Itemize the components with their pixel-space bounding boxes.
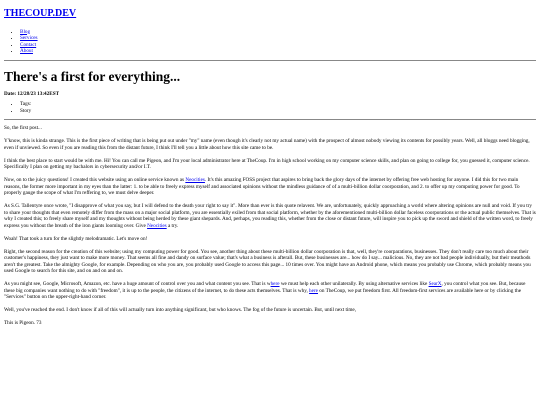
header-divider	[4, 60, 536, 61]
paragraph-8: Well, you've reached the end. I don't know if all of this will actually turn into anything significant, but who knows. The fog of the future is uncertain. But, until next time,	[4, 307, 357, 314]
tags-label: • Tags:	[20, 101, 536, 108]
post-title: There's a first for everything...	[4, 68, 181, 84]
neocities-link[interactable]: Neocities	[147, 222, 167, 229]
nav-link-blog[interactable]: Blog	[20, 28, 31, 35]
main-nav	[4, 29, 536, 55]
paragraph-2: I think the best place to start would be with me. Hi! You can call me Pigeon, and I'm your local administrator here at TheCoup. I'm in high school working on my computer science skills, and plan on going to college for, you guessed it, computer science. Specifically I plan on getting my bachalors in cybersecurity and/or I.T.	[4, 157, 530, 171]
paragraph-sign-off: This is Pigeon. 73	[4, 320, 42, 327]
nav-link-services[interactable]: Services	[20, 35, 38, 41]
searx-link[interactable]: SearX	[428, 281, 442, 288]
paragraph-4: As S.G. Tallentyre once wrote, "I disapprove of what you say, but I will defend to the death your right to say it". More than ever is this quote relavent. We are, unfortunately, quickly approaching a world where altering opinions are null and void. If you try to share your thoughts that even remotely differ from the mass on a major social platform, you are essentially exiled from that social platform, whether by the aforementioned multi-billion dollar faceless coorporations or the actual public themselves. That is why I created this; to freely share myself and my thoughts without being herded by these giant shepards. And, perhaps, you reading this, whether from the close or distant future, will inspire you to pick up the sword and shield of the written word, to freely express you without the breath of the iron giants looming over. Give Neocities a try.	[4, 203, 536, 229]
paragraph-5: Woah! That took a turn for the slightly melodramatic. Let's move on!	[4, 235, 148, 242]
paragraph-3: Now, on to the juicy questions! I created this website using an online service known as Neocities. It's this amazing FOSS project that aspires to bring back the glory days of the internet by offering free web hosting for anyone. I did this for two main reasons, the former more important in my eyes than the latter: 1. to be able to freely express myself and associated opinions without the mindless guidance of of a multi-billion dollar coorporation, and 2. to offer up my computing power for good. To properly gauge the scope of what I'm reffering to, we must delve deeper.	[4, 177, 520, 197]
here-link[interactable]: here	[309, 287, 318, 294]
meta-divider	[4, 119, 536, 120]
site-title-link[interactable]: THECOUP.DEV	[4, 8, 77, 19]
paragraph-6: Right, the second reason for the creation of this website; using my computing power for good. You see, another thing about these multi-billion dollar coorporation is that, well, they're coorparations, businesses. They don't really care too much about their customer's happiness, they just want to make more money. That seems all fine and dandy on surface value; that's what a business is afterall. But, these businesses are... how do I say... malicious. No, they are not bad people individually, but their meathods aren't the greatest. Take the almighty Google, for example. Depending on who you are, you probably used Google to access this page... 10 times over. You might have an Android phone, which means you probably use Chrome, which probably means you used Google to search for this site, and on and on and on.	[4, 248, 531, 275]
nav-link-contact[interactable]: Contact	[20, 41, 37, 48]
post-date: Date: 12/28/23 13:42EST	[4, 90, 60, 97]
nav-item-about	[20, 48, 536, 55]
neocities-link[interactable]: Neocities	[185, 177, 205, 184]
paragraph-1: Y'know, this is kinda strange. This is the first piece of writing that is being put out under "my" name (even though it's clearly not my actual name) with the prospect of almost nobody viewing its contents for possibly years. Well, all bloggs need blogging, even if unviewed. So even if you are reading this from the distant future, I think I'll tell you a little about how this site came to be.	[4, 138, 530, 151]
nav-list	[4, 29, 536, 55]
nav-link-about[interactable]: About	[20, 48, 33, 54]
paragraph-intro: So, the first post...	[4, 125, 42, 132]
post-content	[4, 125, 536, 327]
here-link[interactable]: here	[270, 281, 280, 288]
tags-list	[4, 101, 536, 114]
paragraph-7: As you might see, Google, Microsoft, Amazon, etc. have a huge amount of control over you and what content you see. That is where we must help each other unilaterally. By using alternative services like SearX, you control what you see. But, because these big companies want nothing to do with "freedom", it is up to the people, the citizens of the internet, to do these acts themselves. That is why, here on TheCoup, we put freedom first. All freedom-first services are available here or by clicking the "Services" button on the upper-right-hand corner.	[4, 281, 526, 301]
tag-item: • Story	[20, 108, 536, 115]
